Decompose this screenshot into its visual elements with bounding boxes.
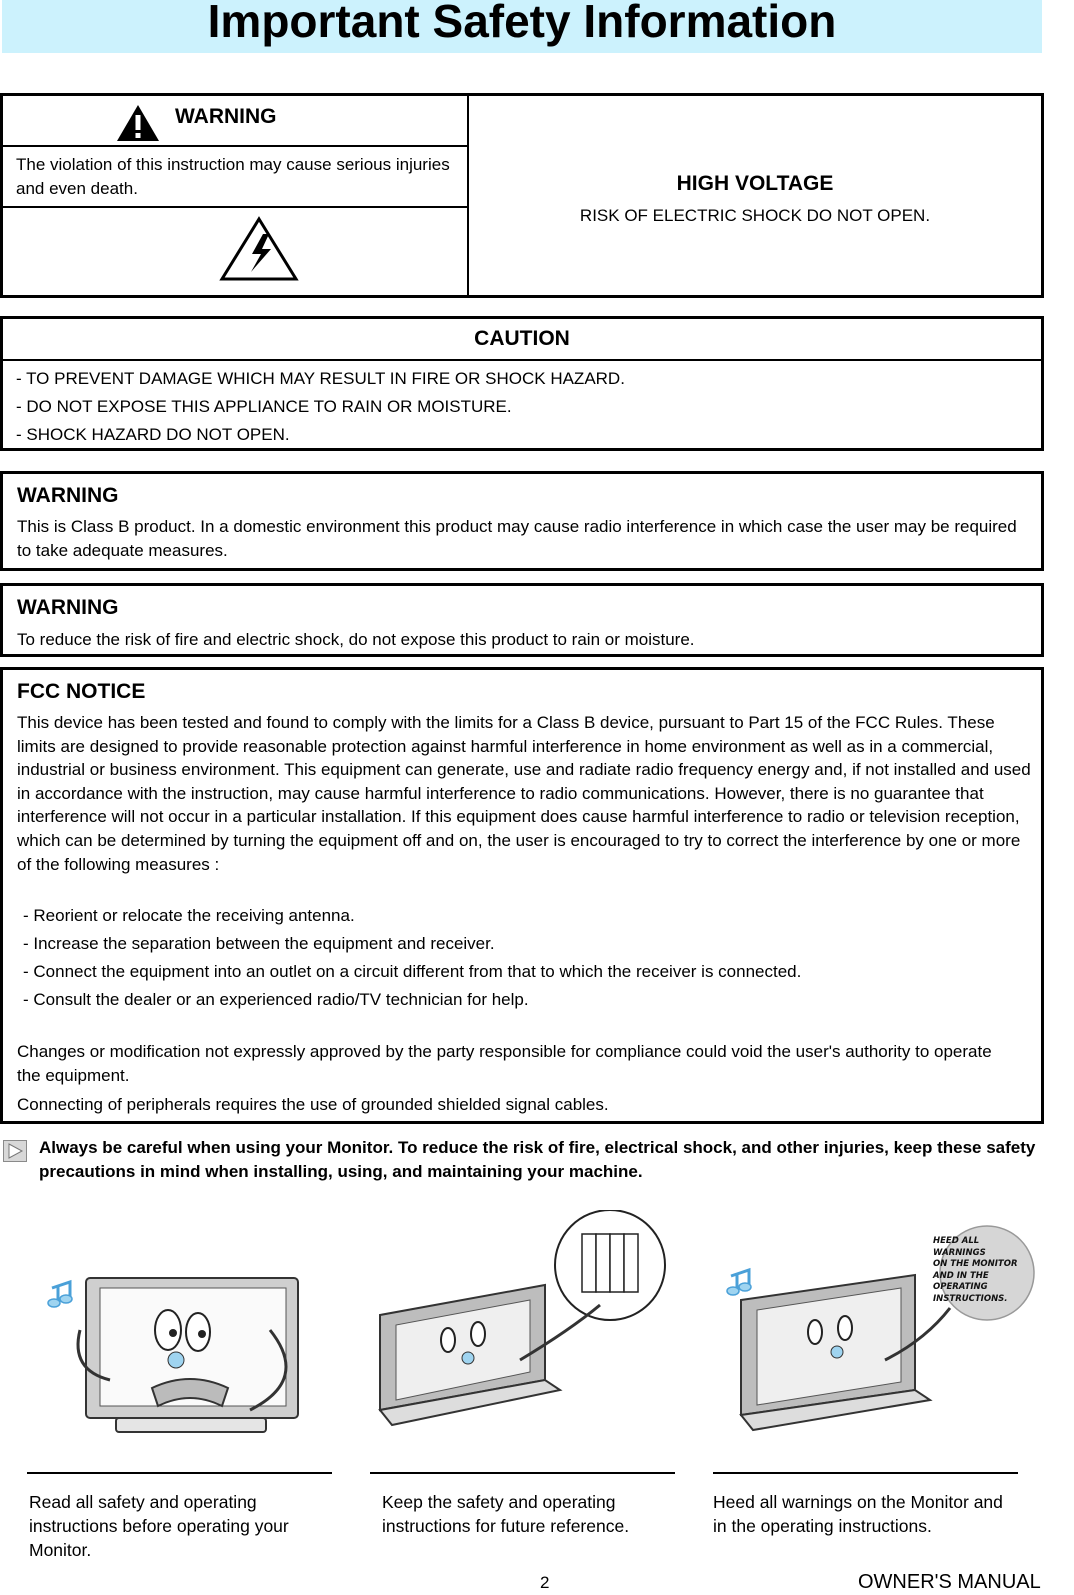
fcc-title: FCC NOTICE bbox=[17, 680, 146, 703]
class-b-warning-box bbox=[0, 471, 1044, 571]
caution-line: - TO PREVENT DAMAGE WHICH MAY RESULT IN FIRE OR SHOCK HAZARD. bbox=[16, 369, 625, 388]
fire-warning-text: To reduce the risk of fire and electric shock, do not expose this product to rain or moisture. bbox=[17, 630, 695, 649]
caption-rule bbox=[370, 1472, 675, 1474]
manual-label: OWNER'S MANUAL bbox=[858, 1571, 1041, 1593]
fcc-notice-box bbox=[0, 667, 1044, 1124]
fcc-paragraph: This device has been tested and found to comply with the limits for a Class B device, pursuant to Part 15 of the FCC Rules. These limits are designed to provide reasonable protection against harmful interference in home environment as well as in a commercial, industrial or business environment. This equipment can generate, use and radiate radio frequency energy and, if not installed and used in accordance with the instruction, may cause harmful interference to radio communications. However, there is no guarantee that interference will not occur in a particular installation. If this equipment does cause harmful interference to radio or television reception, which can be determined by turning the equipment off and on, the user is encouraged to try to correct the interference by one or more of the following measures : bbox=[17, 713, 1031, 874]
caption-rule bbox=[27, 1472, 332, 1474]
music-note-icon bbox=[48, 1282, 72, 1307]
high-voltage-title: HIGH VOLTAGE bbox=[676, 172, 834, 195]
illustration-caption: Read all safety and operating instructions before operating your Monitor. bbox=[29, 1492, 289, 1560]
books-icon bbox=[582, 1234, 638, 1292]
fire-warning-title: WARNING bbox=[17, 596, 119, 619]
fcc-measure: - Reorient or relocate the receiving antenna. bbox=[23, 906, 355, 925]
warning-voltage-box bbox=[0, 93, 1044, 298]
caption-rule bbox=[713, 1472, 1018, 1474]
caution-box bbox=[0, 316, 1044, 451]
fcc-changes: Changes or modification not expressly approved by the party responsible for compliance could void the user's authority to operate the equipment. bbox=[17, 1042, 992, 1085]
warning-text: The violation of this instruction may cause serious injuries and even death. bbox=[16, 155, 450, 198]
play-arrow-icon bbox=[3, 1140, 27, 1162]
music-note-icon bbox=[727, 1270, 751, 1295]
caution-line: - DO NOT EXPOSE THIS APPLIANCE TO RAIN OR MOISTURE. bbox=[16, 397, 512, 416]
careful-note: Always be careful when using your Monitor. To reduce the risk of fire, electrical shock, and other injuries, keep these safety precautions in mind when installing, using, and maintaining your machine. bbox=[39, 1138, 1036, 1181]
page-number: 2 bbox=[540, 1573, 550, 1592]
fire-warning-box bbox=[0, 583, 1044, 657]
fcc-measure: - Connect the equipment into an outlet on a circuit different from that to which the receiver is connected. bbox=[23, 962, 802, 981]
monitor-reading-illustration bbox=[40, 1270, 340, 1440]
fcc-measure: - Consult the dealer or an experienced radio/TV technician for help. bbox=[23, 990, 529, 1009]
caution-title: CAUTION bbox=[474, 327, 570, 350]
fcc-peripherals: Connecting of peripherals requires the use of grounded shielded signal cables. bbox=[17, 1095, 609, 1114]
class-b-warning-text: This is Class B product. In a domestic environment this product may cause radio interference in which case the user may be required to take adequate measures. bbox=[17, 517, 1017, 560]
warning-triangle-icon bbox=[116, 104, 160, 142]
bubble-text: HEED ALL WARNINGS ON THE MONITOR AND IN THE OPERATING INSTRUCTIONS. bbox=[933, 1236, 1018, 1304]
class-b-warning-title: WARNING bbox=[17, 484, 119, 507]
illustration-caption: Heed all warnings on the Monitor and in the operating instructions. bbox=[713, 1492, 1003, 1536]
page-title: Important Safety Information bbox=[2, 0, 1042, 53]
caution-line: - SHOCK HAZARD DO NOT OPEN. bbox=[16, 425, 290, 444]
monitor-books-illustration bbox=[370, 1210, 670, 1450]
illustration-caption: Keep the safety and operating instructions for future reference. bbox=[382, 1492, 630, 1536]
high-voltage-text: RISK OF ELECTRIC SHOCK DO NOT OPEN. bbox=[579, 206, 931, 225]
warning-label: WARNING bbox=[175, 105, 277, 128]
monitor-warnings-illustration bbox=[725, 1220, 1035, 1450]
fcc-measure: - Increase the separation between the equipment and receiver. bbox=[23, 934, 495, 953]
electric-shock-icon bbox=[219, 216, 299, 282]
